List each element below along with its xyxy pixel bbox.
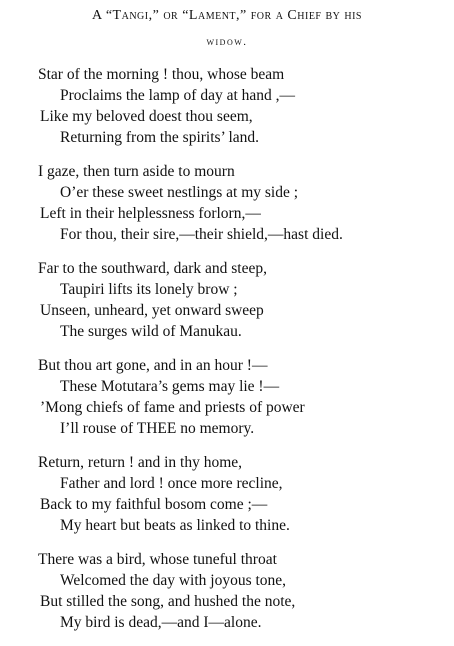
poem-line: There was a bird, whose tuneful throat: [38, 551, 277, 568]
poem-line: Proclaims the lamp of day at hand ,—: [60, 87, 296, 104]
title-prefix: A: [91, 8, 106, 23]
stanza: [0, 258, 454, 342]
title-suffix: for a Chief by his: [246, 8, 362, 23]
poem-line: Returning from the spirits’ land.: [60, 129, 260, 146]
title-or: or: [159, 8, 183, 23]
stanza: [0, 549, 454, 633]
title-lament: “Lament,”: [182, 8, 247, 23]
poem-line: For thou, their sire,—their shield,—hast died.: [60, 226, 343, 243]
poem-line: Father and lord ! once more recline,: [60, 475, 283, 492]
poem-line: Far to the southward, dark and steep,: [38, 260, 267, 277]
poem-line: But thou art gone, and in an hour !—: [38, 357, 268, 374]
poem-line: Welcomed the day with joyous tone,: [60, 572, 287, 589]
poem-line: My bird is dead,—and I—alone.: [60, 614, 262, 631]
poem-line: Star of the morning ! thou, whose beam: [38, 66, 285, 83]
poem-line: ’Mong chiefs of fame and priests of power: [40, 399, 305, 416]
stanza: [0, 161, 454, 245]
poem-line: Return, return ! and in thy home,: [38, 454, 243, 471]
poem-line: Like my beloved doest thou seem,: [40, 108, 253, 125]
poem-line: Back to my faithful bosom come ;—: [40, 496, 268, 513]
title-tangi: “Tangi,”: [105, 8, 160, 23]
stanza: [0, 355, 454, 439]
poem-title: [0, 8, 454, 24]
poem-line: I’ll rouse of THEE no memory.: [60, 420, 255, 437]
poem-subtitle: widow.: [206, 36, 248, 48]
stanza: [0, 64, 454, 148]
poem-body: [0, 64, 454, 646]
poem-line: The surges wild of Manukau.: [60, 323, 242, 340]
stanza: [0, 452, 454, 536]
poem-line: Unseen, unheard, yet onward sweep: [40, 302, 264, 319]
poem-line: But stilled the song, and hushed the note,: [40, 593, 296, 610]
poem-line: O’er these sweet nestlings at my side ;: [60, 184, 299, 201]
poem-line: My heart but beats as linked to thine.: [60, 517, 290, 534]
poem-line: Left in their helplessness forlorn,—: [40, 205, 261, 222]
poem-line: I gaze, then turn aside to mourn: [38, 163, 235, 180]
poem-line: Taupiri lifts its lonely brow ;: [60, 281, 238, 298]
poem-line: These Motutara’s gems may lie !—: [60, 378, 280, 395]
